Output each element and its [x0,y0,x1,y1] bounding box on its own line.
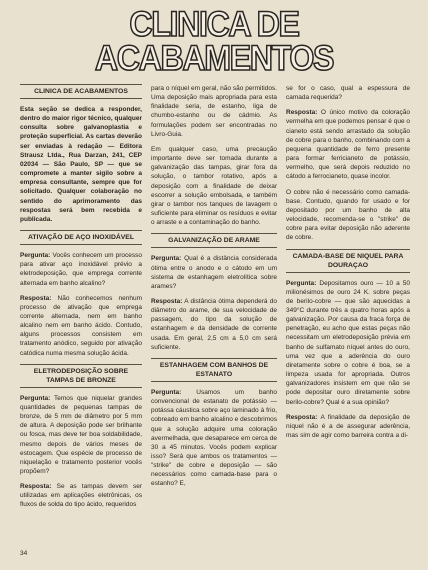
answer-paragraph [286,413,410,440]
question-paragraph [286,279,410,407]
answer-text: Se as tampas devem ser utilizadas em aplicações eletrônicas, os fluxos de solda do tipo ácido, requeridos [20,483,142,509]
answer-paragraph [286,108,410,181]
question-text: Depositamos ouro — 10 a 50 milionésimos de ouro 24 K. sobre peças de berilo-cobre — que são aquecidas a 349°C durante três a quatro horas após a galvanização. Por causa da fraca força de penetração, eu acho que estas peças não necessitam um eletrodeposição prévia em banho de sulfamato níquel antes do ouro, uma vez que a aderência do ouro diretamente sobre o cobre é boa, se a limpeza usada for apropriada. Outros galvanizadores insistem em que não se pode depositar ouro diretamente sobre berilo-cobre? Qual é a sua opinião? [286,279,410,406]
section-heading-arame: GALVANIZAÇÃO DE ARAME [151,233,277,248]
answer-label: Resposta: [286,109,318,117]
question-paragraph [151,388,277,489]
answer-text: Não conhecemos nenhum processo de ativação que emprega corrente alternada, nem em banho alcalino nem em banho ácido. Contudo, alguns processos consistem em tratamento anódico, seguido por ativação catódica numa mesma solução ácida. [20,294,142,357]
question-paragraph [151,254,277,291]
question-text: Temos que niquelar grandes quantidades de pequenas tampas de bronze, de 5 mm de diâmetro por 5 mm de altura. A deposição pode ser brilhante ou fosca, mas deve ter boa soldabilidade, mesmo depois de vários meses de estocagem. Que espécie de processo de niquelação e tratamento posterior vocês propõem? [20,394,142,475]
question-paragraph [20,394,142,476]
body-paragraph: Em qualquer caso, uma precaução importante deve ser tomada durante a galvanização das tampas, girar fora da solução, o tambor rotativo, após a deposição com a finalidade de deixar escorrer a solução embolsada, e também girar o tambor nos tanques de lavagem o suficiente para eliminar os resíduos e evitar o arraste e a contaminação do banho. [151,145,277,227]
answer-text: O único motivo da coloração vermelha em que podemos pensar é que o cianeto está sendo arrastado da solução de cobre para o banho, combinando com a pequena quantidade de ferro presente para formar ferricianeto de potássio, vermelho, que será depois reduzido no cátodo a ferrocianeto, quase incolor. [286,109,410,181]
section-heading-estanato: ESTANHAGEM COM BANHOS DE ESTANATO [151,358,277,382]
page-title [0,5,428,82]
column-heading: CLINICA DE ACABAMENTOS [20,84,142,99]
body-paragraph: O cobre não é necessário como camada-base. Contudo, quando for usado e for depositado por um banho de alta velocidade, recomenda-se o "strike" de cobre para evitar deposição não aderente de cobre. [286,188,410,242]
section-heading-tampas: ELETRODEPOSIÇÃO SOBRE TAMPAS DE BRONZE [20,364,142,388]
page-title-line-2: ACABAMENTOS [94,39,334,78]
question-label: Pergunta: [151,255,182,263]
answer-label: Resposta: [20,483,52,491]
question-text: Qual é a distância considerada ótima entre o anodo e o cátodo em um sistema de estanhagem eletrolítica sobre arames? [151,255,277,290]
column-2 [151,84,277,495]
question-label: Pergunta: [20,252,51,260]
answer-label: Resposta: [151,297,183,305]
question-text: Vocês conhecem um processo para ativar aço inoxidável prévio a eletrodeposição, que emprega corrente alternada em banho alcalino? [20,252,142,287]
continued-paragraph: se for o caso, qual a espessura de camada requerida? [286,85,410,102]
answer-text: A finalidade da deposição de níquel não é a de assegurar aderência, mas sim de agir como barreira contra a di- [286,413,410,439]
answer-label: Resposta: [286,413,318,421]
page-title-line-1: CLINICA DE [129,5,299,44]
section-heading-ativacao: ATIVAÇÃO DE AÇO INOXIDÁVEL [20,230,142,245]
answer-paragraph [20,482,142,509]
question-label: Pergunta: [151,388,182,396]
column-1 [20,84,142,516]
answer-paragraph [151,297,277,352]
answer-text: A distância ótima dependerá do diâmetro do arame, de sua velocidade de passagem, do tipo da solução de estanhagem e da densidade de corrente usada. Em geral, 2,5 cm a 5,0 cm será suficiente. [151,297,277,351]
question-label: Pergunta: [286,279,317,287]
question-label: Pergunta: [20,394,51,402]
question-paragraph [20,251,142,288]
answer-paragraph [20,294,142,358]
page-number: 34 [20,550,28,557]
intro-paragraph: Esta seção se dedica a responder, dentro do maior rigor técnico, qualquer consulta sobre galvanoplastia e proteção superficial. As cartas deverão ser enviadas à redação — Editora Strausz Ltda., Rua Darzan, 241, CEP 02034 — São Paulo, SP — que se compromete a manter sigilo sobre a empresa consultante, sempre que for solicitado. Qualquer colaboração no sentido do aprimoramento das respostas será bem recebida e publicada. [20,106,142,223]
answer-label: Resposta: [20,294,52,302]
column-3 [286,84,410,446]
section-heading-niquel: CAMADA-BASE DE NIQUEL PARA DOURAÇAO [286,249,410,273]
continued-paragraph: para o níquel em geral, não são permitidos. Uma deposição mais apropriada para esta finalidade seria, de estanho, liga de chumbo-estanho ou de cádmio. As formulações podem ser encontradas no Livro-Guia. [151,85,277,138]
question-text: Usamos um banho convencional de estanato de potássio — potássa cáustica sobre aço laminado à frio, cobreado em banho alcalino e descobrimos que a solução adquire uma coloração avermelhada, que desaparece em cerca de 30 a 45 minutos. Vocês podem explicar isso? Será que ambos os tratamentos — "strike" de cobre e deposição — são necessários como camada-base para o estanho? E, [151,388,277,488]
